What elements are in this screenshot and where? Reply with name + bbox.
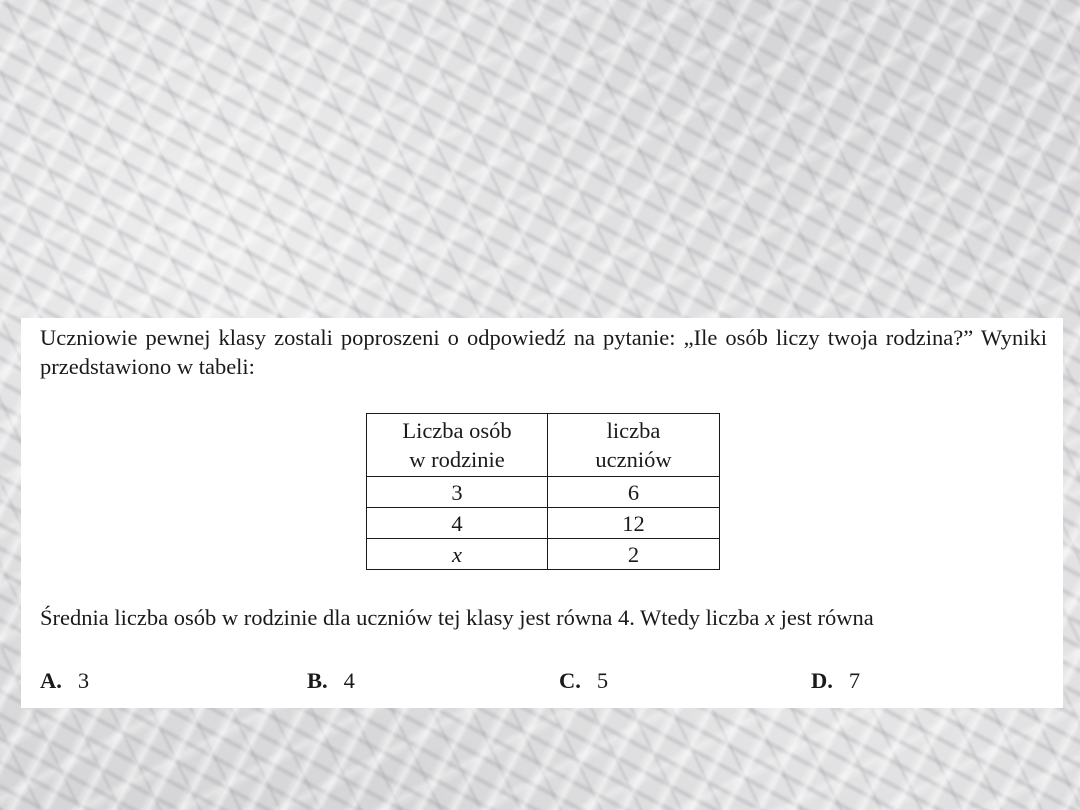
answer-option-d[interactable] (811, 666, 860, 695)
answer-letter: A. (40, 668, 62, 693)
header-student-count-line2: uczniów (595, 447, 672, 472)
survey-table (366, 413, 720, 570)
problem-card (21, 318, 1063, 708)
header-family-size-line1: Liczba osób (402, 418, 512, 443)
answer-option-c[interactable] (559, 666, 608, 695)
header-family-size (367, 414, 548, 477)
header-student-count-line1: liczba (606, 418, 661, 443)
table-cell: 4 (367, 508, 548, 539)
table-cell: 6 (548, 477, 720, 508)
answer-letter: D. (811, 668, 833, 693)
answer-letter: B. (307, 668, 328, 693)
answer-value: 7 (848, 668, 861, 693)
answer-option-a[interactable] (40, 666, 89, 695)
question-text-after: jest równa (775, 605, 874, 630)
answer-option-b[interactable] (307, 666, 355, 695)
table-cell-variable: x (367, 539, 548, 570)
answer-value: 3 (77, 668, 90, 693)
question-text-before: Średnia liczba osób w rodzinie dla uczniów tej klasy jest równa 4. Wtedy liczba (40, 605, 765, 630)
table-row (367, 508, 720, 539)
table-cell: 2 (548, 539, 720, 570)
answer-value: 4 (343, 668, 355, 693)
answer-value: 5 (596, 668, 609, 693)
header-family-size-line2: w rodzinie (409, 447, 505, 472)
table-row (367, 539, 720, 570)
table-cell: 3 (367, 477, 548, 508)
table-cell: 12 (548, 508, 720, 539)
header-student-count (548, 414, 720, 477)
answer-letter: C. (559, 668, 581, 693)
problem-intro: Uczniowie pewnej klasy zostali poproszeni o odpowiedź na pytanie: „Ile osób liczy twoja rodzina?” Wyniki przedstawiono w tabeli: (40, 325, 1047, 379)
table-header-row (367, 414, 720, 477)
table-row (367, 477, 720, 508)
question-text (40, 603, 874, 632)
question-variable: x (765, 605, 775, 630)
